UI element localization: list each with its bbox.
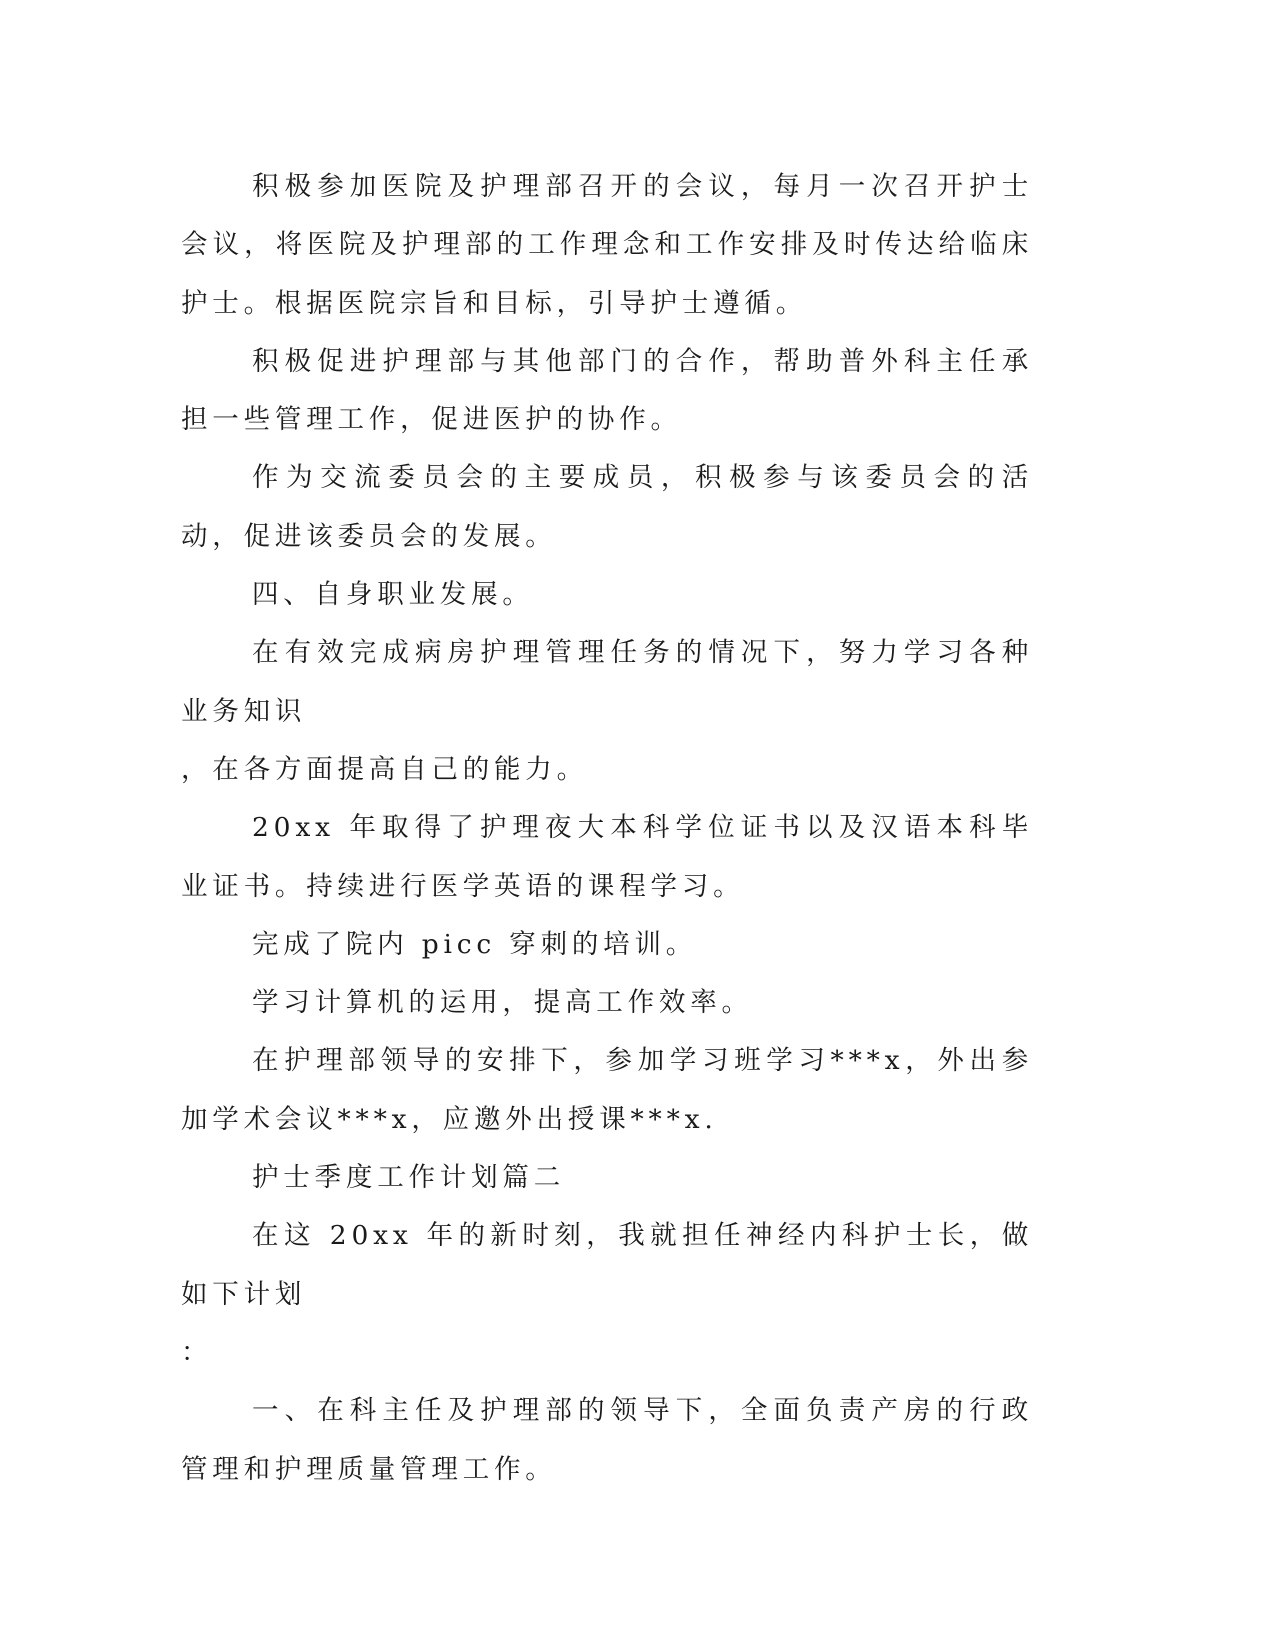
document-body [181, 158, 1033, 1499]
paragraph-committee: 作为交流委员会的主要成员，积极参与该委员会的活动，促进该委员会的发展。 [181, 462, 1033, 552]
paragraph-study: 在有效完成病房护理管理任务的情况下，努力学习各种业务知识 [181, 637, 1033, 727]
paragraph-plan-item-one: 一、在科主任及护理部的领导下，全面负责产房的行政管理和护理质量管理工作。 [181, 1395, 1033, 1485]
paragraph-picc-training: 完成了院内 picc 穿刺的培训。 [252, 928, 698, 960]
section-title-part-two: 护士季度工作计划篇二 [252, 1162, 565, 1194]
paragraph-cooperation: 积极促进护理部与其他部门的合作，帮助普外科主任承担一些管理工作，促进医护的协作。 [181, 345, 1033, 436]
paragraph-study-continued: ，在各方面提高自己的能力。 [181, 753, 588, 785]
paragraph-plan-colon: ： [181, 1336, 213, 1368]
section-heading-career: 四、自身职业发展。 [252, 579, 534, 611]
paragraph-degree: 20xx 年取得了护理夜大本科学位证书以及汉语本科毕业证书。持续进行医学英语的课程学习。 [181, 812, 1033, 902]
paragraph-computer: 学习计算机的运用，提高工作效率。 [252, 987, 753, 1019]
paragraph-plan-intro: 在这 20xx 年的新时刻，我就担任神经内科护士长，做如下计划 [181, 1220, 1033, 1310]
paragraph-meetings: 积极参加医院及护理部召开的会议，每月一次召开护士会议，将医院及护理部的工作理念和工作安排及时传达给临床护士。根据医院宗旨和目标，引导护士遵循。 [181, 171, 1033, 319]
paragraph-classes: 在护理部领导的安排下，参加学习班学习***x，外出参加学术会议***x，应邀外出授课***x. [181, 1045, 1033, 1135]
